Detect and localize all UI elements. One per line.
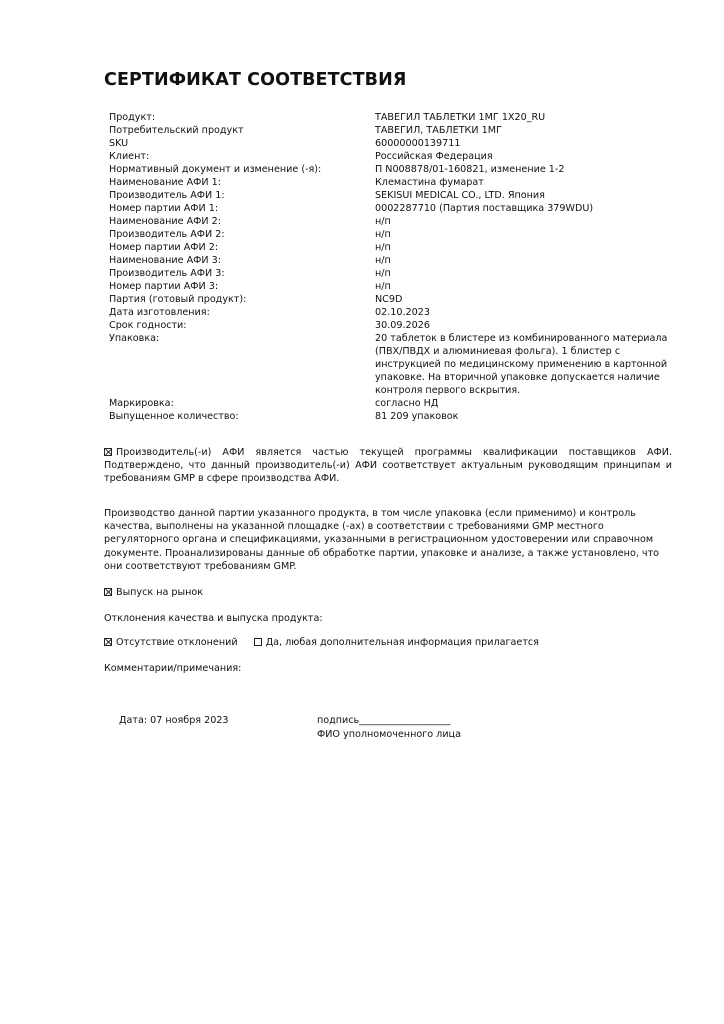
- field-row: [109, 241, 679, 254]
- field-value: н/п: [375, 242, 391, 253]
- field-value: 60000000139711: [375, 138, 461, 149]
- yes-info-label: Да, любая дополнительная информация прилагается: [265, 637, 539, 648]
- afi-statement-text: Производитель(-и) АФИ является частью текущей программы квалификации поставщиков АФИ. Подтверждено, что данный производитель(-и) АФИ соответствует актуальным руководящим принципам и требованиям GMP в сфере производства АФИ.: [104, 447, 672, 485]
- field-label: Упаковка:: [109, 333, 160, 344]
- deviations-options: [104, 636, 539, 649]
- field-label: Наименование АФИ 2:: [109, 216, 221, 227]
- field-row: [109, 319, 679, 332]
- field-value: ТАВЕГИЛ ТАБЛЕТКИ 1МГ 1Х20_RU: [375, 112, 546, 123]
- field-label: Наименование АФИ 1:: [109, 177, 221, 188]
- field-label: Выпущенное количество:: [109, 411, 239, 422]
- market-release: [104, 586, 203, 599]
- field-value: 20 таблеток в блистере из комбинированного материала (ПВХ/ПВДХ и алюминиевая фольга). 1 блистер с инструкцией по медицинскому применению в картонной упаковке. На вторичной упаковке допускается наличие контроля первого вскрытия.: [375, 333, 668, 396]
- afi-checkbox-checked-icon: [104, 448, 112, 456]
- field-value: 81 209 упаковок: [375, 411, 459, 422]
- field-label: Дата изготовления:: [109, 307, 210, 318]
- field-label: Клиент:: [109, 151, 150, 162]
- field-value: Клемастина фумарат: [375, 177, 484, 188]
- field-value: н/п: [375, 268, 391, 279]
- field-row: [109, 280, 679, 293]
- field-label: Производитель АФИ 1:: [109, 190, 225, 201]
- afi-statement: [104, 446, 672, 486]
- field-row: [109, 189, 679, 202]
- field-value: 02.10.2023: [375, 307, 430, 318]
- field-label: Продукт:: [109, 112, 156, 123]
- signature-line: подпись___________________: [317, 715, 451, 726]
- no-deviations-label: Отсутствие отклонений: [116, 637, 238, 648]
- field-row: [109, 306, 679, 319]
- signatory-name-caption: ФИО уполномоченного лица: [317, 729, 461, 740]
- field-row: [109, 150, 679, 163]
- field-value: н/п: [375, 255, 391, 266]
- field-value: н/п: [375, 281, 391, 292]
- issue-date: Дата: 07 ноября 2023: [119, 715, 229, 726]
- field-row: [109, 293, 679, 306]
- field-value: н/п: [375, 216, 391, 227]
- field-row: [109, 163, 679, 176]
- field-value: Российская Федерация: [375, 151, 493, 162]
- field-row: [109, 397, 679, 410]
- field-value: согласно НД: [375, 398, 439, 409]
- field-label: Маркировка:: [109, 398, 174, 409]
- market-release-checkbox-checked-icon: [104, 588, 112, 596]
- field-row: [109, 215, 679, 228]
- field-label: Срок годности:: [109, 320, 187, 331]
- no-deviations-checkbox-checked-icon: [104, 638, 112, 646]
- field-row: [109, 111, 679, 124]
- field-row: [109, 176, 679, 189]
- field-row: [109, 332, 679, 397]
- field-row: [109, 228, 679, 241]
- field-row: [109, 137, 679, 150]
- field-label: SKU: [109, 138, 129, 149]
- field-label: Производитель АФИ 3:: [109, 268, 225, 279]
- field-label: Нормативный документ и изменение (-я):: [109, 164, 322, 175]
- document-title: СЕРТИФИКАТ СООТВЕТСТВИЯ: [104, 70, 407, 90]
- field-value: 30.09.2026: [375, 320, 430, 331]
- field-label: Наименование АФИ 3:: [109, 255, 221, 266]
- field-label: Номер партии АФИ 1:: [109, 203, 219, 214]
- field-row: [109, 202, 679, 215]
- field-row: [109, 267, 679, 280]
- production-statement: Производство данной партии указанного продукта, в том числе упаковка (если применимо) и контроль качества, выполнены на указанной площадке (-ах) в соответствии с требованиями GMP местного регуляторного органа и спецификациями, указанными в регистрационном удостоверении или справочном документе. Проанализированы данные об обработке партии, упаковке и анализе, а также установлено, что они соответствуют требованиям GMP.: [104, 508, 660, 572]
- field-row: [109, 124, 679, 137]
- yes-info-checkbox-empty-icon: [254, 638, 262, 646]
- field-label: Номер партии АФИ 3:: [109, 281, 219, 292]
- deviations-heading: Отклонения качества и выпуска продукта:: [104, 613, 323, 624]
- field-label: Номер партии АФИ 2:: [109, 242, 219, 253]
- field-value: ТАВЕГИЛ, ТАБЛЕТКИ 1МГ: [375, 125, 502, 136]
- product-fields: [109, 111, 679, 423]
- field-value: NC9D: [375, 294, 403, 305]
- field-label: Потребительский продукт: [109, 125, 244, 136]
- field-value: н/п: [375, 229, 391, 240]
- field-label: Партия (готовый продукт):: [109, 294, 247, 305]
- market-release-label: Выпуск на рынок: [116, 587, 204, 598]
- field-row: [109, 410, 679, 423]
- field-value: 0002287710 (Партия поставщика 379WDU): [375, 203, 594, 214]
- field-label: Производитель АФИ 2:: [109, 229, 225, 240]
- comments-heading: Комментарии/примечания:: [104, 663, 242, 674]
- field-value: SEKISUI MEDICAL CO., LTD. Япония: [375, 190, 545, 201]
- field-row: [109, 254, 679, 267]
- field-value: П N008878/01-160821, изменение 1-2: [375, 164, 565, 175]
